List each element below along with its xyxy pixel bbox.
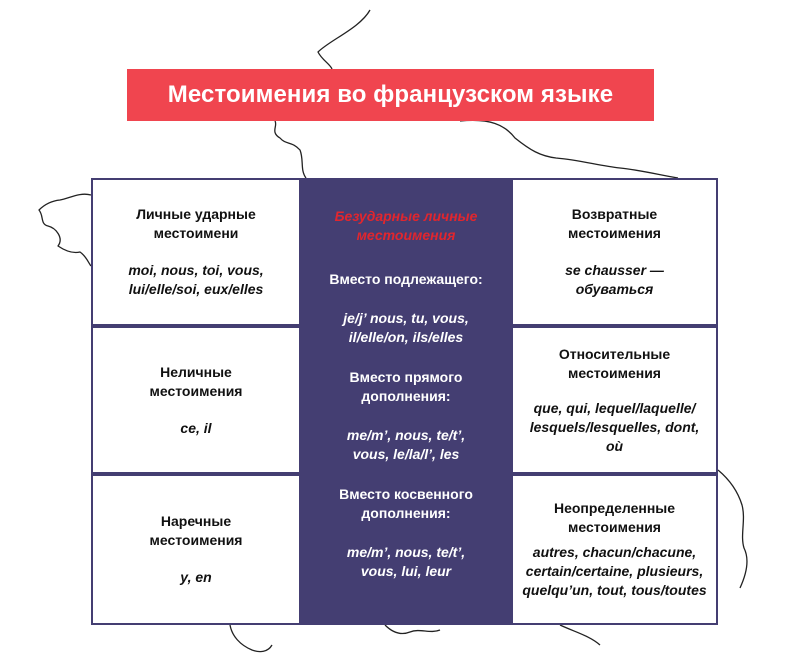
card-heading: Неличные местоимения [149,363,243,399]
card-adverbial-pronouns [93,476,299,623]
map-border-west [39,194,91,266]
card-impersonal-pronouns [93,328,299,472]
card-examples: autres, chacun/chacune, certain/certaine, plusieurs, quelqu’un, tout, tous/toutes [522,544,707,598]
card-stressed-personal-pronouns [93,180,299,324]
group-forms: je/j’ nous, tu, vous, il/elle/on, ils/elles [343,310,469,345]
card-examples: ce, il [180,419,212,436]
card-examples: moi, nous, toi, vous, lui/elle/soi, eux/elles [128,262,264,297]
card-examples: y, en [180,569,212,585]
card-relative-pronouns [513,328,716,472]
card-heading: Возвратные местоимения [568,206,661,241]
group-forms: me/m’, nous, te/t’, vous, le/la/l’, les [346,427,466,462]
card-heading: Относительные местоимения [558,345,671,381]
card-heading: Личные ударные местоимени [136,206,256,241]
card-reflexive-pronouns [513,180,716,324]
map-border-east [718,470,747,588]
card-heading: Наречные местоимения [149,513,243,548]
unstressed-personal-pronouns-column [301,180,511,623]
group-label: Вместо подлежащего: [329,271,483,287]
map-coast-south [230,625,600,652]
page-title: Местоимения во французском языке [127,69,654,121]
card-heading: Неопределенные местоимения [553,500,676,535]
group-label: Вместо косвенного дополнения: [339,486,473,521]
card-examples: que, qui, lequel/laquelle/ lesquels/lesquelles, dont, où [529,399,700,454]
card-examples: se chausser — обуваться [565,262,664,297]
card-indefinite-pronouns [513,476,716,623]
group-forms: me/m’, nous, te/t’, vous, lui, leur [346,544,466,579]
column-title: Безударные личные местоимения [334,208,478,243]
group-label: Вместо прямого дополнения: [349,369,463,404]
